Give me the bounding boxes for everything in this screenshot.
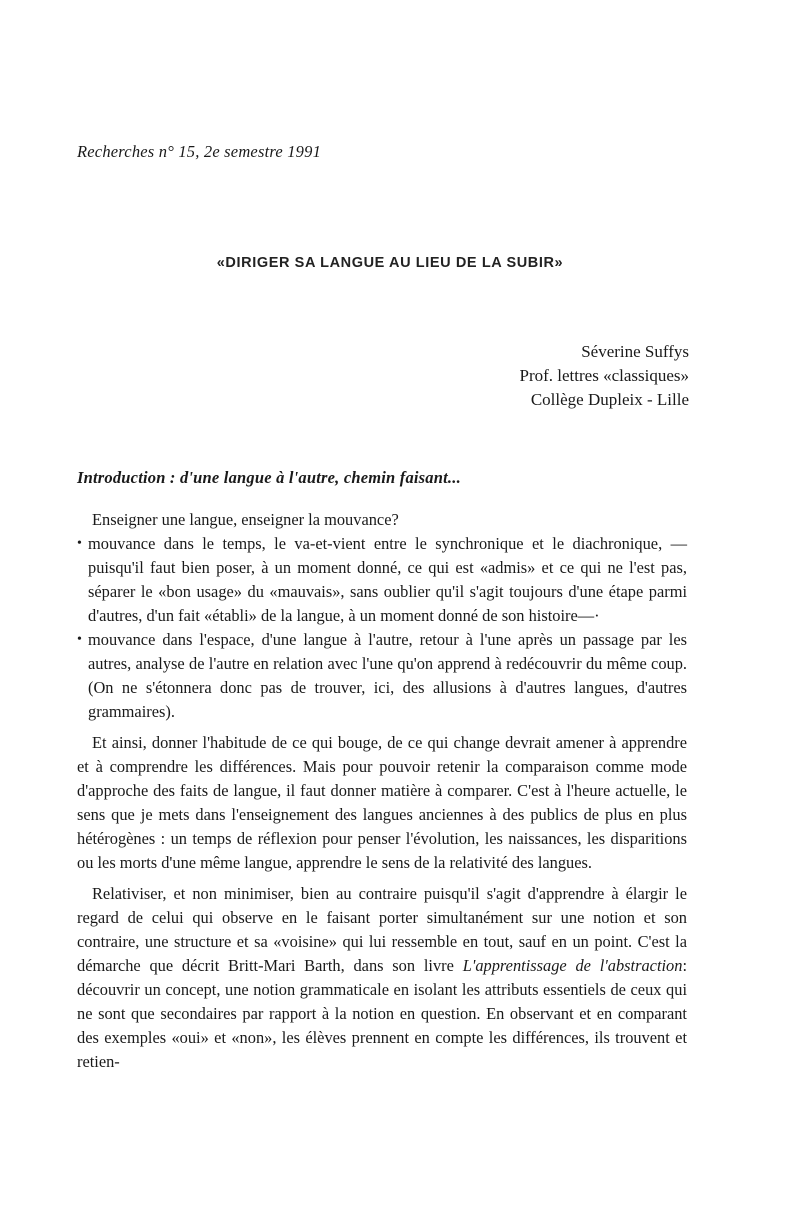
- section-heading: Introduction : d'une langue à l'autre, chemin faisant...: [77, 468, 461, 487]
- paragraph-relativiser: [77, 882, 687, 1074]
- paragraph-text: : découvrir un concept, une notion grammaticale en isolant les attributs essentiels de ceux qui ne sont que secondaires par rapport à la notion en question. En observant et en comparant des exemples «oui» et «non», les élèves prennent en compte les différences, ils trouvent et retien-: [77, 956, 688, 1071]
- bullet-item-space: [77, 628, 687, 724]
- article-title: «DIRIGER SA LANGUE AU LIEU DE LA SUBIR»: [216, 255, 564, 271]
- bullet-icon: •: [77, 632, 82, 647]
- bullet-list: [77, 532, 687, 724]
- author-role: Prof. lettres «classiques»: [519, 366, 689, 385]
- author-block: [520, 340, 690, 412]
- journal-reference: Recherches n° 15, 2e semestre 1991: [77, 142, 322, 161]
- author-name: Séverine Suffys: [581, 342, 689, 361]
- bullet-text: mouvance dans le temps, le va-et-vient entre le synchronique et le diachronique, —puisqu'il faut bien poser, à un moment donné, ce qui est «admis» et ce qui ne l'est pas, séparer le «bon usage» du «mauvais», sans oublier qu'il s'agit toujours d'une étape parmi d'autres, d'un fait «établi» de la langue, à un moment donné de son histoire—·: [88, 534, 687, 625]
- bullet-item-time: [77, 532, 687, 628]
- bullet-text: mouvance dans l'espace, d'une langue à l'autre, retour à l'une après un passage par les autres, analyse de l'autre en relation avec l'une qu'on apprend à redécouvrir du même coup. (On ne s'étonnera donc pas de trouver, ici, des allusions à d'autres langues, d'autres grammaires).: [88, 630, 687, 721]
- author-institution: Collège Dupleix - Lille: [530, 390, 689, 409]
- book-title: L'apprentissage de l'abstraction: [462, 956, 683, 975]
- intro-question: Enseigner une langue, enseigner la mouvance?: [92, 510, 399, 529]
- bullet-icon: •: [77, 536, 82, 551]
- body-text: [77, 508, 687, 1074]
- paragraph-text: Relativiser, et non minimiser, bien au contraire puisqu'il s'agit d'apprendre à élargir le regard de celui qui observe en le faisant porter simultanément sur une notion et son contraire, une structure et sa «voisine» qui lui ressemble en tout, sauf en un point. C'est la démarche que décrit Britt-Mari Barth, dans son livre: [77, 884, 687, 975]
- paragraph-differences: Et ainsi, donner l'habitude de ce qui bouge, de ce qui change devrait amener à apprendre et à comprendre les différences. Mais pour pouvoir retenir la comparaison comme mode d'approche des faits de langue, il faut donner matière à comparer. C'est à l'heure actuelle, le sens que je mets dans l'enseignement des langues anciennes à des publics de plus en plus hétérogènes : un temps de réflexion pour penser l'évolution, les naissances, les disparitions ou les morts d'une même langue, apprendre le sens de la relativité des langues.: [77, 733, 687, 872]
